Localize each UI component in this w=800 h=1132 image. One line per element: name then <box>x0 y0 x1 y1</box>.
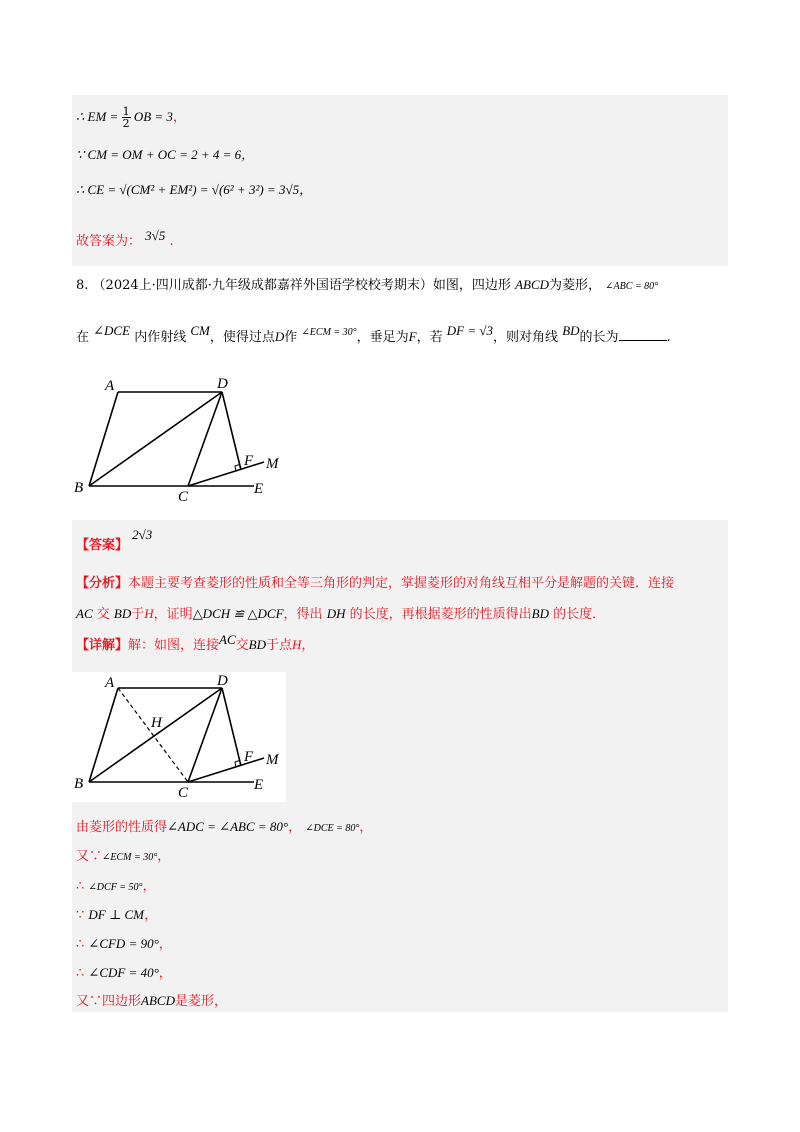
label-e: E <box>254 481 264 497</box>
svg-text:F: F <box>244 749 254 765</box>
analysis-line-1: 【分析】本题主要考查菱形的性质和全等三角形的判定，掌握菱形的对角线互相平分是解题的关键．连接 <box>76 576 675 591</box>
step-6: ∴ ∠CDF = 40°， <box>76 965 172 981</box>
answer-line: 故答案为： 3√5 . <box>76 228 174 249</box>
label-d: D <box>217 376 228 392</box>
question-number: 8. <box>76 278 89 293</box>
step-2: 又∵∠ECM = 30°， <box>76 849 171 864</box>
answer-value: 2√3 <box>132 527 153 542</box>
step-5: ∴ ∠CFD = 90°， <box>76 936 172 952</box>
label-c: C <box>178 489 189 505</box>
question-line-2: 在 ∠DCE 内作射线 CM，使得过点D作 $^{\angle ECM = 30^\circ}$，垂足为F，若 DF = √3，则对角线 BD的长为 . <box>76 323 671 345</box>
segment-df <box>222 392 241 470</box>
step-1: 由菱形的性质得∠ADC = ∠ABC = 80°， ∠DCE = 80°， <box>76 819 373 835</box>
solution-figure <box>72 672 286 802</box>
label-m: M <box>266 456 279 472</box>
label-h: H <box>151 715 162 731</box>
svg-text:M: M <box>266 752 279 768</box>
diagonal-ac-dashed <box>118 688 188 782</box>
step-em: ∴ EM = $\frac{1}{2}$ OB = 3， <box>76 105 186 130</box>
svg-text:C: C <box>178 785 189 801</box>
side-dc <box>188 392 222 486</box>
side-ab <box>89 392 118 486</box>
analysis-line-2: AC 交 BD于H，证明△DCH ≌ △DCF，得出 DH 的长度，再根据菱形的性质得出BD 的长度． <box>76 606 606 622</box>
svg-text:B: B <box>74 776 84 792</box>
svg-text:D: D <box>217 673 228 689</box>
answer-label: 故答案为： <box>76 234 142 249</box>
step-3: ∴ ∠DCF = 50°， <box>76 879 156 894</box>
svg-text:A: A <box>105 675 115 691</box>
answer-tag: 【答案】 <box>76 538 129 553</box>
question-line-1: 8. （2024上·四川成都·九年级成都嘉祥外国语学校校考期末）如图，四边形 ABCD为菱形， ∠ABC = 80° <box>76 277 659 293</box>
diagonal-bd <box>89 392 222 486</box>
detail-line: 【详解】解：如图，连接AC交BD于点H， <box>76 632 315 653</box>
step-cm: ∵ CM = OM + OC = 2 + 4 = 6， <box>76 147 255 162</box>
answer-blank <box>619 328 667 341</box>
step-4: ∵ DF ⊥ CM， <box>76 907 157 923</box>
step-ce: ∴ CE = √(CM² + EM²) = √(6² + 3²) = 3√5， <box>76 182 313 197</box>
answer-row <box>76 527 153 555</box>
question-source: （2024上·四川成都·九年级成都嘉祥外国语学校校考期末） <box>92 278 433 293</box>
label-b: B <box>74 480 84 496</box>
question-figure <box>72 375 292 505</box>
label-a: A <box>105 378 115 394</box>
answer-value: 3√5 <box>145 228 166 243</box>
svg-text:E: E <box>254 777 264 793</box>
label-f: F <box>244 453 254 469</box>
step-7: 又∵四边形ABCD是菱形， <box>76 993 227 1009</box>
